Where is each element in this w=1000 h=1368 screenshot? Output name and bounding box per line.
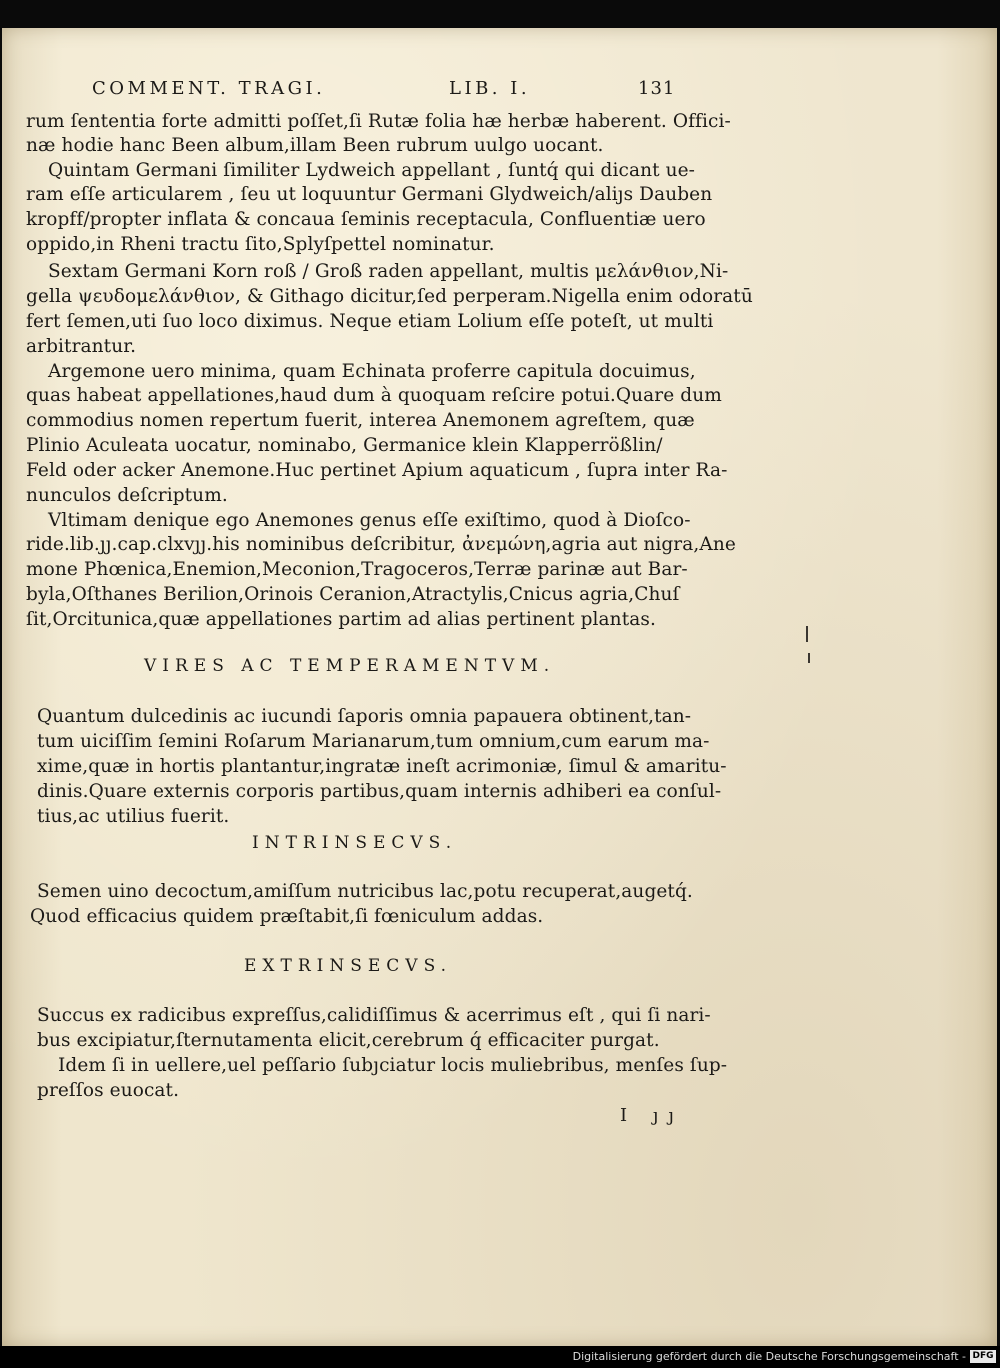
- text-line: Vltimam denique ego Anemones genus eſſe exiſtimo, quod à Dioſco-: [48, 510, 691, 531]
- text-line: commodius nomen repertum fuerit, interea Anemonem agreſtem, quæ: [26, 410, 695, 431]
- text-line: quas habeat appellationes,haud dum à quoquam reſcire potui.Quare dum: [26, 385, 722, 406]
- text-line: næ hodie hanc Been album,illam Been rubrum uulgo uocant.: [26, 135, 604, 156]
- text-line: oppido,in Rheni tractu ſito,Splyſpettel nominatur.: [26, 234, 495, 255]
- signature-mark: I ȷȷ: [620, 1105, 684, 1126]
- funding-notice: Digitalisierung gefördert durch die Deutsche Forschungsgemeinschaft -: [572, 1350, 966, 1363]
- text-line: fert ſemen,uti ſuo loco diximus. Neque etiam Lolium eſſe poteſt, ut multi: [26, 311, 714, 332]
- book-page: [2, 28, 997, 1346]
- text-line: xime,quæ in hortis plantantur,ingratæ ineſt acrimoniæ, ſimul & amaritu-: [37, 756, 727, 777]
- text-line: Quintam Germani ſimiliter Lydweich appellant , ſuntq́ qui dicant ue-: [48, 160, 696, 181]
- text-line: ride.lib.ȷȷ.cap.clxvȷȷ.his nominibus deſcribitur, ἀνεμώνη,agria aut nigra,Ane: [26, 534, 736, 555]
- text-line: Semen uino decoctum,amiſſum nutricibus lac,potu recuperat,augetq́.: [37, 881, 693, 902]
- margin-mark: [806, 626, 808, 642]
- section-heading: INTRINSECVS.: [252, 833, 458, 853]
- section-heading: VIRES AC TEMPERAMENTVM.: [144, 656, 556, 676]
- text-line: rum ſententia forte admitti poſſet,ſi Rutæ folia hæ herbæ haberent. Offici-: [26, 111, 731, 132]
- text-line: Succus ex radicibus expreſſus,calidiſſimus & acerrimus eſt , qui ſi nari-: [37, 1005, 711, 1026]
- text-line: tum uiciſſim ſemini Roſarum Marianarum,tum omnium,cum earum ma-: [37, 731, 710, 752]
- text-line: arbitrantur.: [26, 336, 137, 357]
- text-line: mone Phœnica,Enemion,Meconion,Tragoceros,Terræ parinæ aut Bar-: [26, 559, 688, 580]
- dfg-logo: DFG: [970, 1350, 996, 1363]
- text-line: bus excipiatur,ſternutamenta elicit,cerebrum q́ efficaciter purgat.: [37, 1030, 660, 1051]
- text-line: Plinio Aculeata uocatur, nominabo, Germanice klein Klapperrößlin/: [26, 435, 663, 456]
- running-title: COMMENT. TRAGI.: [92, 78, 326, 99]
- text-line: kropff/propter inflata & concaua ſeminis receptacula, Confluentiæ uero: [26, 209, 706, 230]
- text-line: Feld oder acker Anemone.Huc pertinet Apium aquaticum , ſupra inter Ra-: [26, 460, 728, 481]
- text-line: ram eſſe articularem , ſeu ut loquuntur Germani Glydweich/aliȷs Dauben: [26, 184, 713, 205]
- book-number: LIB. I.: [449, 78, 531, 99]
- text-line: tius,ac utilius fuerit.: [37, 806, 230, 827]
- text-line: ſit,Orcitunica,quæ appellationes partim ad alias pertinent plantas.: [26, 609, 656, 630]
- text-line: preſſos euocat.: [37, 1080, 180, 1101]
- text-line: Quod efficacius quidem præſtabit,ſi fœniculum addas.: [30, 906, 544, 927]
- text-line: Idem ſi in uellere,uel peſſario ſubȷciatur locis muliebribus, menſes ſup-: [58, 1055, 728, 1076]
- page-text: [2, 28, 997, 1346]
- text-line: nunculos deſcriptum.: [26, 485, 228, 506]
- text-line: Argemone uero minima, quam Echinata proferre capitula docuimus,: [48, 361, 696, 382]
- text-line: Sextam Germani Korn roß / Groß raden appellant, multis μελάνθιον,Ni-: [48, 261, 729, 282]
- text-line: Quantum dulcedinis ac iucundi ſaporis omnia papauera obtinent,tan-: [37, 706, 692, 727]
- text-line: dinis.Quare externis corporis partibus,quam internis adhiberi ea conſul-: [37, 781, 722, 802]
- page-number: 131: [638, 78, 676, 99]
- margin-mark: [808, 653, 810, 663]
- section-heading: EXTRINSECVS.: [244, 956, 453, 976]
- footer-bar: [0, 1346, 1000, 1368]
- text-line: byla,Oſthanes Berilion,Orinois Ceranion,Atractylis,Cnicus agria,Chuſ: [26, 584, 680, 605]
- text-line: gella ψευδομελάνθιον, & Githago dicitur,ſed perperam.Nigella enim odoratū: [26, 286, 753, 307]
